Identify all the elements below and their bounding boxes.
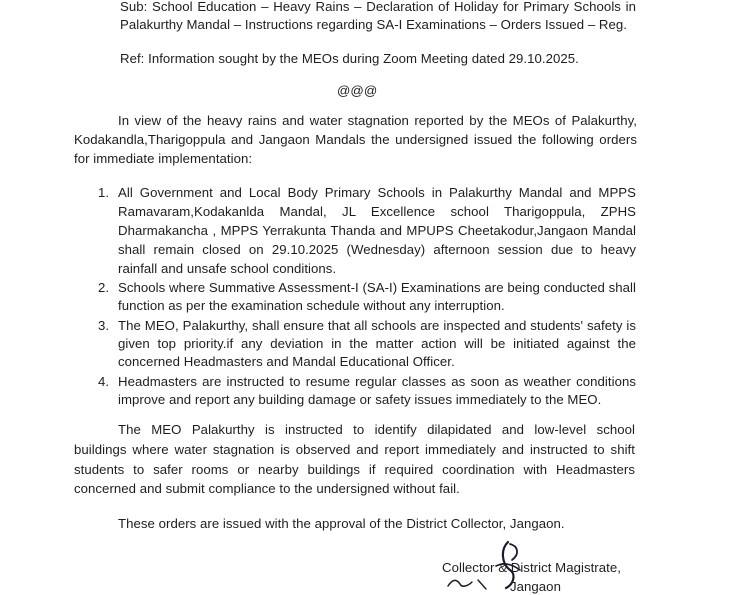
order-number: 1. [98,185,109,200]
closing-line: students to safer rooms or nearby buildings if required coordination with Headmasters [74,462,635,477]
intro-line: In view of the heavy rains and water stagnation reported by the MEOs of Palakurthy, [118,113,637,128]
reference-line: Ref: Information sought by the MEOs during Zoom Meeting dated 29.10.2025. [120,51,579,66]
subject-line-1: Sub: School Education – Heavy Rains – Declaration of Holiday for Primary Schools in [120,0,636,14]
approval-line: These orders are issued with the approval of the District Collector, Jangaon. [118,516,565,531]
closing-line: buildings where water stagnation is observed and report immediately and instructed to shift [74,442,635,457]
order-number: 3. [98,318,109,333]
intro-line: for immediate implementation: [74,151,253,166]
subject-line-2: Palakurthy Mandal – Instructions regarding SA-I Examinations – Orders Issued – Reg. [120,17,627,32]
order-line: given top priority.if any deviation in the matter action will be initiated against the [118,336,636,351]
order-line: Schools where Summative Assessment-I (SA-I) Examinations are being conducted shall [118,280,636,295]
signatory-title: Collector & District Magistrate, [442,560,621,575]
order-line: Dharmakancha , MPPS Yerrakunta Thanda and MPUPS Cheetakodur,Jangaon Mandal [118,223,636,238]
order-number: 2. [98,280,109,295]
separator: @@@ [337,83,378,98]
order-line: concerned Headmasters and Mandal Educational Officer. [118,354,455,369]
order-line: function as per the examination schedule without any interruption. [118,298,505,313]
order-line: rainfall and unsafe school conditions. [118,261,337,276]
order-number: 4. [98,374,109,389]
signatory-place: Jangaon [510,579,561,594]
order-line: shall remain closed on 29.10.2025 (Wednesday) afternoon session due to heavy [118,242,636,257]
signature-block [440,540,640,594]
closing-line: The MEO Palakurthy is instructed to identify dilapidated and low-level school [118,422,635,437]
closing-line: concerned and submit compliance to the undersigned without fail. [74,481,460,496]
order-line: All Government and Local Body Primary Schools in Palakurthy Mandal and MPPS [118,185,636,200]
order-line: The MEO, Palakurthy, shall ensure that all schools are inspected and students' safety is [118,318,636,333]
order-line: Headmasters are instructed to resume regular classes as soon as weather conditions [118,374,636,389]
order-line: Ramavaram,Kodakanlda Mandal, JL Excellence school Tharigoppula, ZPHS [118,204,636,219]
order-line: improve and report any building damage or safety issues immediately to the MEO. [118,392,602,407]
intro-line: Kodakandla,Tharigoppula and Jangaon Mandals the undersigned issued the following orders [74,132,637,147]
